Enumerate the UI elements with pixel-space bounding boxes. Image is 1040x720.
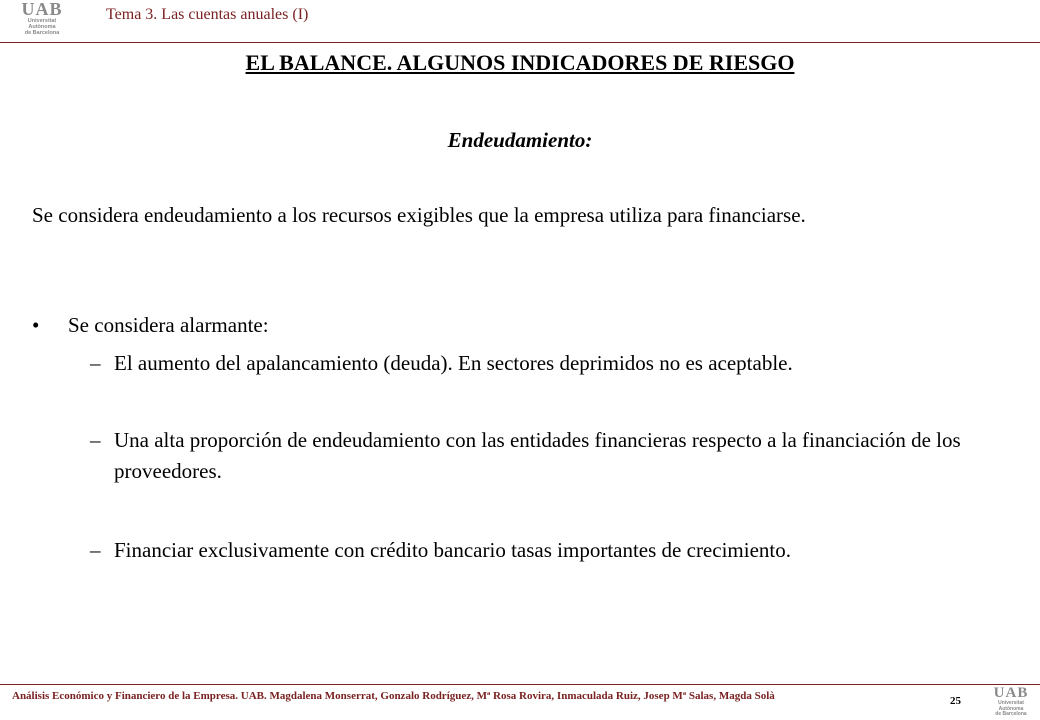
- uab-logo-top: [14, 0, 70, 36]
- slide-subtitle: Endeudamiento:: [447, 128, 593, 152]
- sub-item-text: Financiar exclusivamente con crédito bancario tasas importantes de crecimiento.: [114, 538, 791, 562]
- uab-logo-bottom: [986, 686, 1036, 718]
- sub-item: [90, 348, 1010, 379]
- header-title: Tema 3. Las cuentas anuales (I): [106, 6, 309, 23]
- footer-divider: [0, 684, 1040, 685]
- sub-item: [90, 535, 1010, 566]
- sub-item-text: El aumento del apalancamiento (deuda). En sectores deprimidos no es aceptable.: [114, 351, 793, 375]
- bullet-marker: •: [32, 313, 40, 337]
- sub-item-text: Una alta proporción de endeudamiento con las entidades financieras respecto a la financiación de los proveedores.: [114, 428, 961, 483]
- intro-paragraph: Se considera endeudamiento a los recursos exigibles que la empresa utiliza para financiarse.: [32, 203, 806, 227]
- uab-logo-line1: Universitat Autònoma: [998, 700, 1024, 712]
- bullet-text: Se considera alarmante:: [68, 313, 269, 337]
- page-number: 25: [950, 695, 961, 707]
- sub-item: [90, 425, 1010, 487]
- dash-marker: –: [90, 538, 101, 562]
- uab-logo-line2: de Barcelona: [995, 711, 1027, 717]
- uab-logo-mark: UAB: [21, 0, 63, 19]
- uab-logo-mark: UAB: [993, 685, 1029, 701]
- uab-logo-line1: Universitat Autònoma: [27, 18, 57, 30]
- dash-marker: –: [90, 428, 101, 452]
- bullet-item: [32, 313, 269, 338]
- slide-title: EL BALANCE. ALGUNOS INDICADORES DE RIESGO: [245, 50, 795, 75]
- dash-marker: –: [90, 351, 101, 375]
- uab-logo-line2: de Barcelona: [24, 30, 60, 36]
- header-divider: [0, 42, 1040, 43]
- footer-authors: Análisis Económico y Financiero de la Empresa. UAB. Magdalena Monserrat, Gonzalo Rodríguez, Mª Rosa Rovira, Inmaculada Ruiz, Josep Mª Salas, Magda Solà: [12, 690, 775, 702]
